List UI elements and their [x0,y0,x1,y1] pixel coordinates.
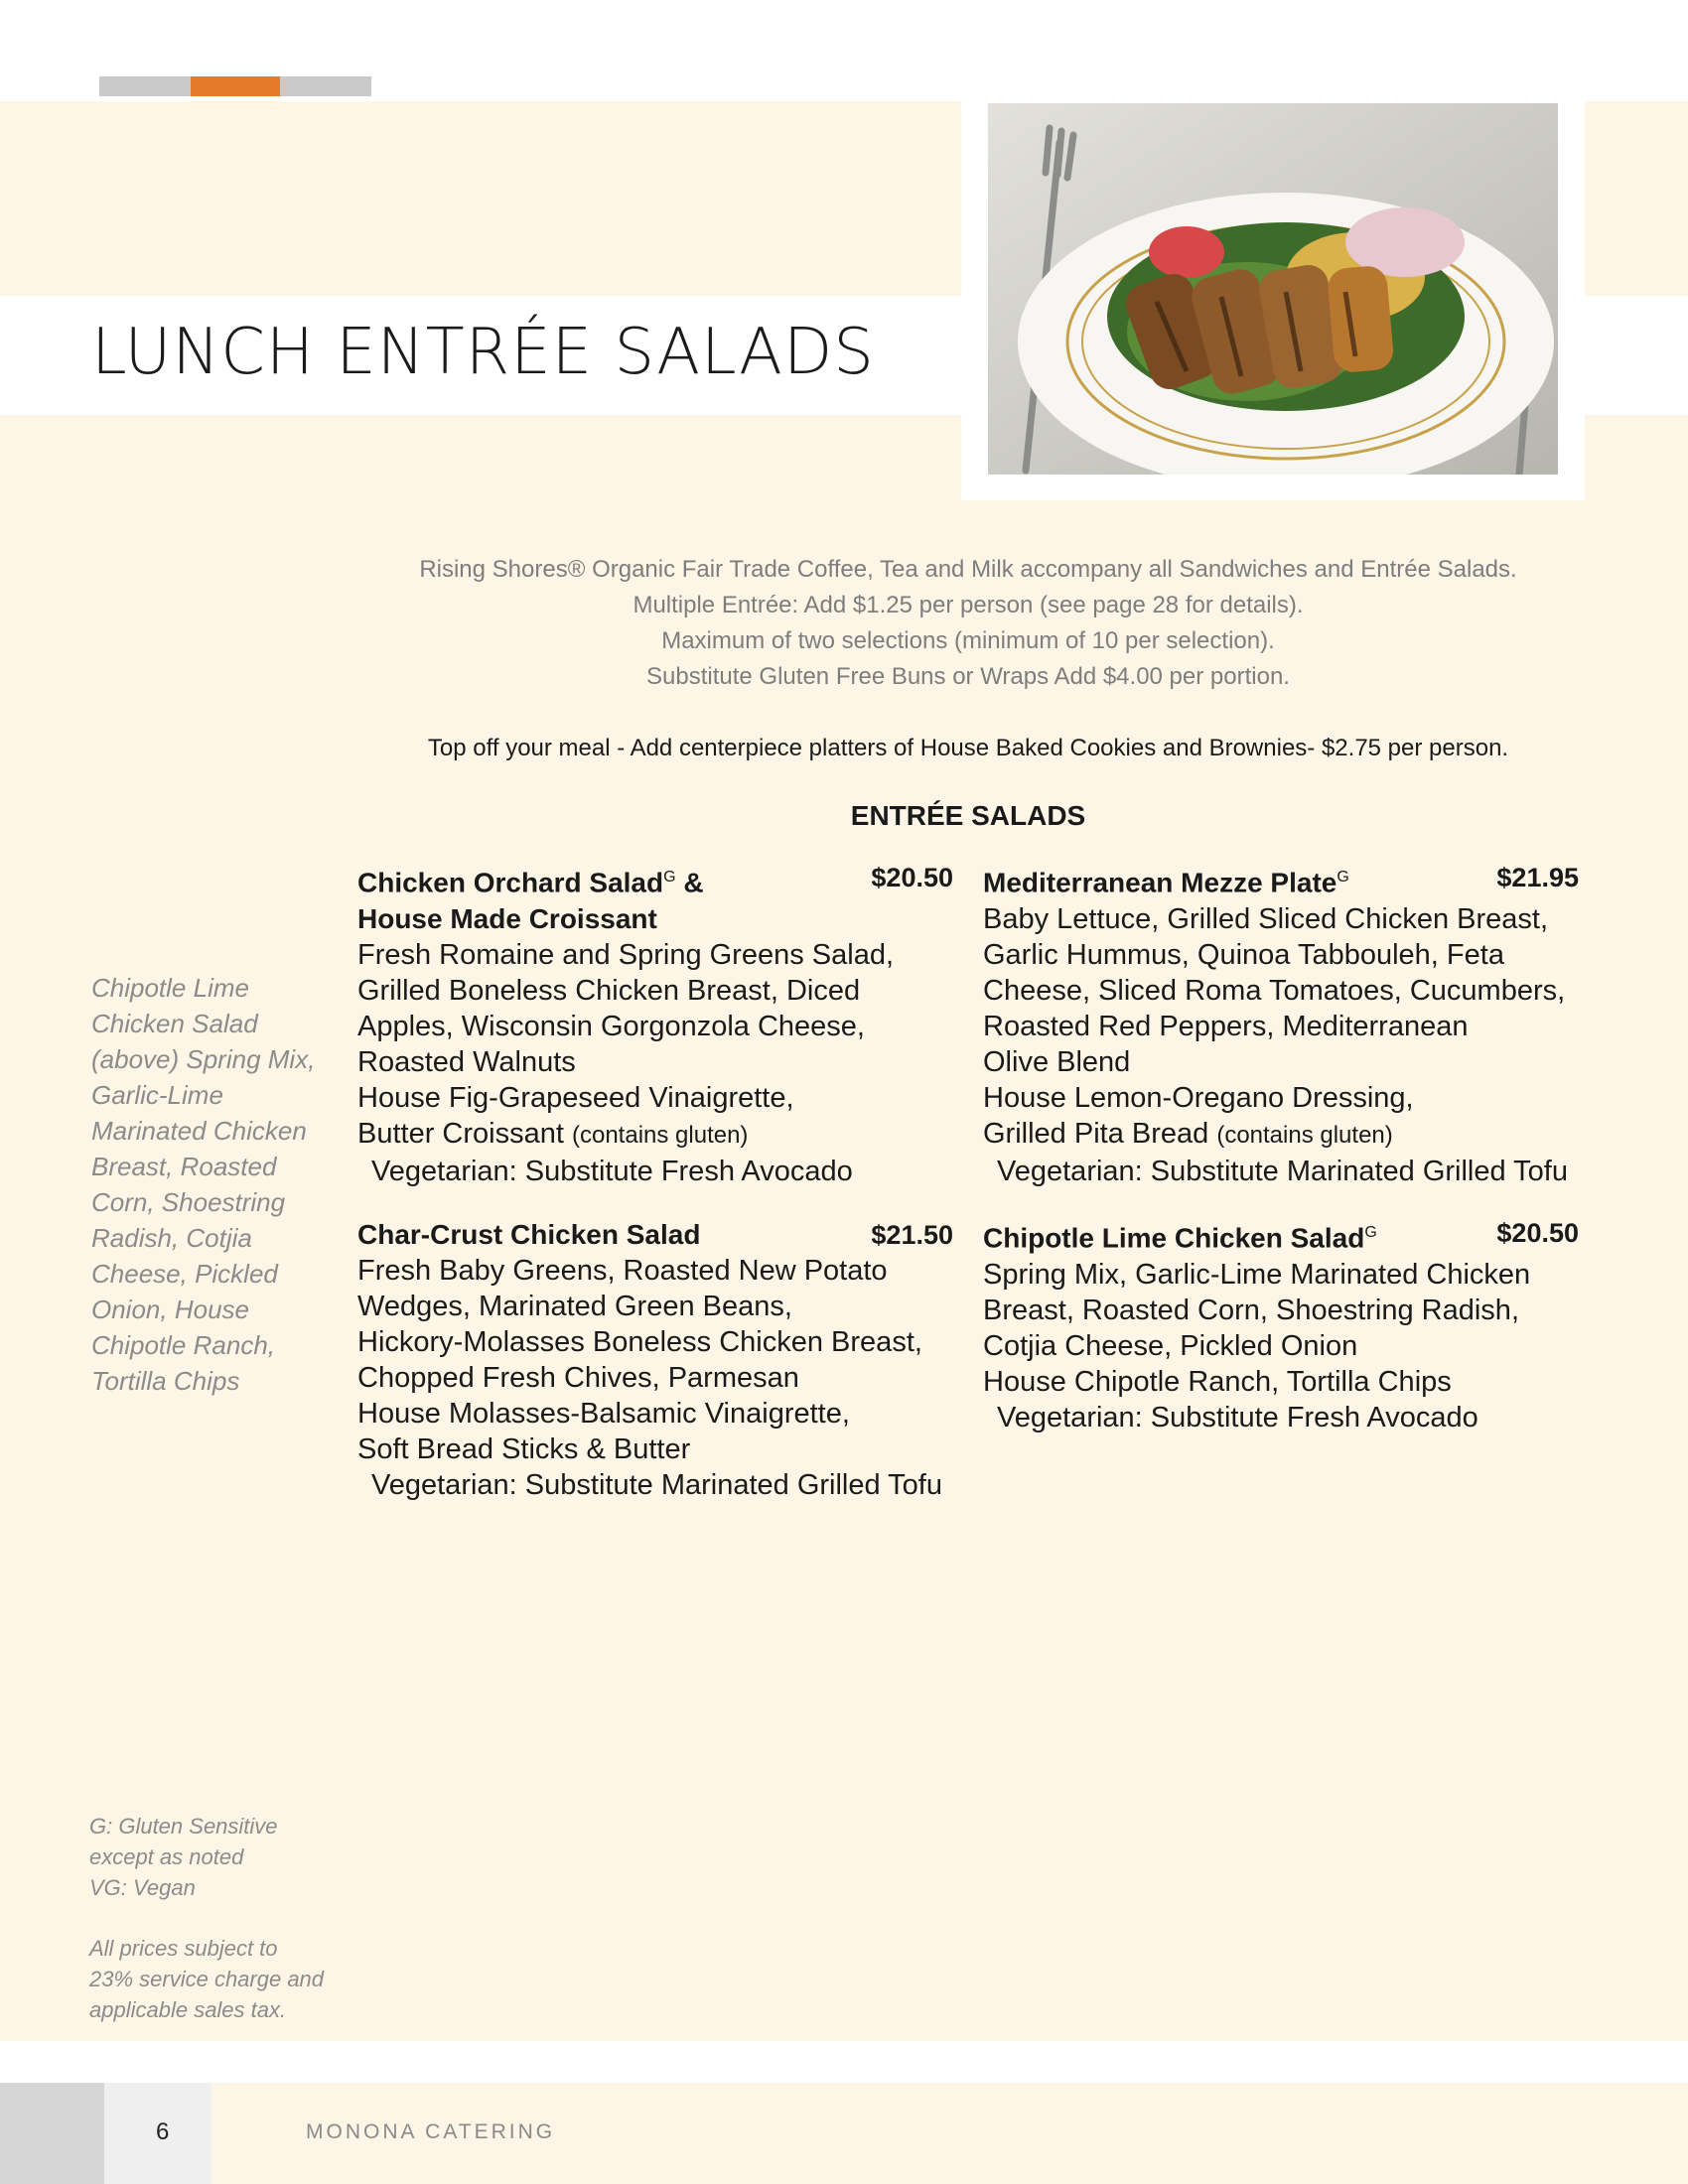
footer-block-gray [0,2083,104,2184]
item-description: Apples, Wisconsin Gorgonzola Cheese, [357,1010,865,1042]
item-name: Mediterranean Mezze Plate [983,867,1337,898]
item-description: Breast, Roasted Corn, Shoestring Radish, [983,1294,1519,1326]
item-description: House Fig-Grapeseed Vinaigrette, [357,1081,794,1114]
menu-item-char-crust [357,1217,953,1503]
footer-brand: MONONA CATERING [306,2120,556,2143]
gluten-mark: G [663,869,676,886]
legend-vegan: VG: Vegan [89,1875,196,1900]
vegetarian-option: Vegetarian: Substitute Fresh Avocado [997,1401,1478,1433]
salad-photo [988,103,1558,475]
item-description: Roasted Walnuts [357,1045,576,1078]
item-description: Grilled Boneless Chicken Breast, Diced [357,974,861,1007]
item-description: House Chipotle Ranch, Tortilla Chips [983,1365,1452,1398]
item-name-suffix: & [675,867,704,898]
price-disclaimer: 23% service charge and [89,1967,325,1991]
price-disclaimer: applicable sales tax. [89,1997,287,2022]
photo-caption [91,970,320,1399]
item-description: Fresh Romaine and Spring Greens Salad, [357,938,895,971]
item-description: Chopped Fresh Chives, Parmesan [357,1362,799,1394]
caption-line: Marinated Chicken [91,1116,307,1146]
item-price: $21.95 [1496,863,1579,892]
item-description: Wedges, Marinated Green Beans, [357,1291,792,1322]
item-description: House Lemon-Oregano Dressing, [983,1081,1414,1114]
accent-bar-gray-left [99,76,191,96]
item-description: Roasted Red Peppers, Mediterranean [983,1010,1469,1042]
item-name: Chipotle Lime Chicken Salad [983,1222,1365,1254]
accent-bar-orange [191,76,280,96]
caption-line: Garlic-Lime [91,1080,223,1110]
item-description: House Molasses-Balsamic Vinaigrette, [357,1398,850,1430]
caption-line: Tortilla Chips [91,1366,240,1396]
page-number: 6 [156,2118,170,2145]
item-name: Chicken Orchard Salad [357,867,664,898]
item-name: Char-Crust Chicken Salad [357,1219,701,1250]
gluten-mark: G [1336,869,1349,886]
item-description: Cotjia Cheese, Pickled Onion [983,1329,1358,1362]
item-price: $20.50 [1496,1218,1579,1248]
vegetarian-option: Vegetarian: Substitute Fresh Avocado [371,1155,853,1187]
caption-line: Chicken Salad [91,1009,258,1038]
item-price: $21.50 [871,1220,953,1250]
price-disclaimer: All prices subject to [89,1936,278,1961]
gluten-note: (contains gluten) [571,1121,749,1149]
caption-line: Cheese, Pickled [91,1259,278,1289]
intro-top-off: Top off your meal - Add centerpiece platters of House Baked Cookies and Brownies- $2.75 per person. [427,735,1509,761]
gluten-mark: G [1364,1224,1377,1241]
salad-plate-icon [988,103,1558,475]
caption-line: Breast, Roasted [91,1152,277,1181]
page-title: LUNCH ENTRÉE SALADS [91,316,875,389]
vegetarian-option: Vegetarian: Substitute Marinated Grilled Tofu [997,1155,1568,1187]
section-title: ENTRÉE SALADS [850,800,1086,831]
item-description: Hickory-Molasses Boneless Chicken Breast, [357,1326,922,1358]
caption-line: Corn, Shoestring [91,1187,286,1217]
intro-multiple-entree: Multiple Entrée: Add $1.25 per person (see page 28 for details). [633,592,1304,618]
item-description: Olive Blend [983,1045,1131,1078]
item-description: Cheese, Sliced Roma Tomatoes, Cucumbers, [983,974,1566,1007]
menu-item-chipotle-lime [983,1215,1579,1435]
intro-beverages: Rising Shores® Organic Fair Trade Coffee, Tea and Milk accompany all Sandwiches and Entrée Salads. [419,556,1517,583]
accent-bar-gray-right [280,76,371,96]
item-description: Butter Croissant [357,1117,572,1150]
intro-gluten-free: Substitute Gluten Free Buns or Wraps Add $4.00 per portion. [646,663,1290,690]
item-price: $20.50 [871,863,953,892]
caption-line: (above) Spring Mix, [91,1044,316,1074]
legend-gluten-note: except as noted [89,1844,244,1869]
item-description: Baby Lettuce, Grilled Sliced Chicken Breast, [983,902,1548,935]
intro-max-selections: Maximum of two selections (minimum of 10 per selection). [661,627,1275,654]
caption-line: Chipotle Lime [91,973,249,1003]
gluten-note: (contains gluten) [1216,1121,1393,1149]
item-description: Spring Mix, Garlic-Lime Marinated Chicken [983,1258,1531,1291]
item-description: Soft Bread Sticks & Butter [357,1433,691,1465]
vegetarian-option: Vegetarian: Substitute Marinated Grilled Tofu [371,1469,942,1501]
item-description: Garlic Hummus, Quinoa Tabbouleh, Feta [983,938,1504,971]
legend-gluten: G: Gluten Sensitive [89,1814,278,1839]
caption-line: Chipotle Ranch, [91,1330,275,1360]
menu-item-chicken-orchard [357,860,953,1189]
item-description: Grilled Pita Bread [983,1117,1217,1150]
menu-item-mezze-plate [983,860,1579,1189]
caption-line: Onion, House [91,1295,249,1324]
item-description: Fresh Baby Greens, Roasted New Potato [357,1255,888,1287]
caption-line: Radish, Cotjia [91,1223,252,1253]
item-name-line2: House Made Croissant [357,902,657,934]
cream-band-footer [0,2083,1688,2184]
legend [89,1811,324,2025]
